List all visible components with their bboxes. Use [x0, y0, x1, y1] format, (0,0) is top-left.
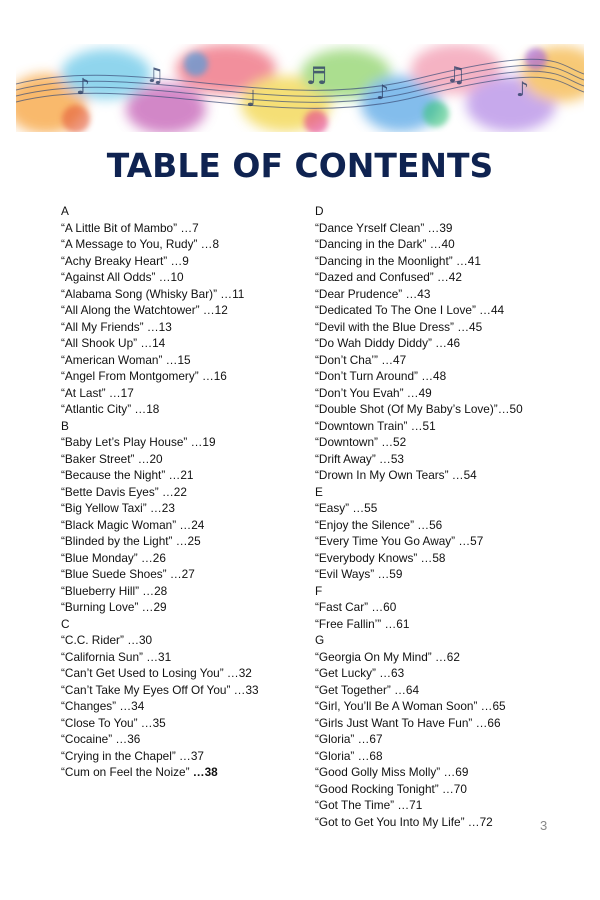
- toc-entry: “Double Shot (Of My Baby’s Love)”…50: [315, 402, 523, 416]
- toc-entry: “Changes” …34: [61, 699, 145, 713]
- toc-entry: “Dancing in the Dark” …40: [315, 237, 455, 251]
- section-letter: C: [61, 616, 70, 631]
- toc-entry: “Burning Love” …29: [61, 600, 167, 614]
- toc-entry: “Dance Yrself Clean” …39: [315, 220, 453, 235]
- toc-entry: “Good Golly Miss Molly” …69: [315, 765, 469, 779]
- toc-entry: “Achy Breaky Heart” …9: [61, 253, 189, 268]
- toc-entry: “Girls Just Want To Have Fun” …66: [315, 715, 501, 730]
- svg-text:♬: ♬: [306, 62, 328, 90]
- toc-entry: “Got The Time” …71: [315, 798, 423, 812]
- toc-entry: “C.C. Rider” …30: [61, 633, 153, 647]
- svg-text:♪: ♪: [516, 77, 529, 101]
- toc-entry: “A Little Bit of Mambo” …7: [61, 220, 199, 235]
- toc-entry: “Baby Let’s Play House” …19: [61, 435, 216, 449]
- toc-entry: “Enjoy the Silence” …56: [315, 517, 443, 532]
- toc-entry: “Evil Ways” …59: [315, 567, 403, 581]
- toc-entry: “Atlantic City” …18: [61, 402, 160, 416]
- toc-entry: “Because the Night” …21: [61, 468, 194, 482]
- toc-entry: “Drown In My Own Tears” …54: [315, 468, 477, 482]
- svg-text:♫: ♫: [146, 63, 164, 87]
- toc-entry: “Cocaine” …36: [61, 732, 141, 746]
- toc-entry: “California Sun” …31: [61, 649, 172, 664]
- toc-entry: “Do Wah Diddy Diddy” …46: [315, 336, 461, 350]
- toc-entry: “Dazed and Confused” …42: [315, 270, 462, 284]
- toc-entry: “Drift Away” …53: [315, 451, 404, 466]
- toc-entry: “Free Fallin’” …61: [315, 616, 410, 631]
- toc-entry: [61, 764, 301, 781]
- toc-entry: “Every Time You Go Away” …57: [315, 534, 484, 548]
- svg-text:♪: ♪: [76, 75, 91, 100]
- toc-entry: “Dedicated To The One I Love” …44: [315, 303, 505, 317]
- toc-entry: “Blueberry Hill” …28: [61, 583, 168, 598]
- toc-entry: “American Woman” …15: [61, 352, 191, 367]
- toc-entry: “Can’t Get Used to Losing You” …32: [61, 666, 252, 680]
- toc-entry: “All Along the Watchtower” …12: [61, 303, 228, 317]
- toc-entry: “Bette Davis Eyes” …22: [61, 484, 187, 499]
- toc-entry: “Don’t You Evah” …49: [315, 385, 432, 400]
- page-title: TABLE OF CONTENTS: [106, 146, 494, 185]
- toc-entry: “Downtown” …52: [315, 435, 407, 449]
- section-letter: E: [315, 484, 323, 499]
- toc-entry-page: …38: [192, 765, 218, 779]
- toc-entry: “Against All Odds” …10: [61, 270, 184, 284]
- toc-entry-title: “Cum on Feel the Noize”: [61, 765, 193, 779]
- toc-entry: “Close To You” …35: [61, 715, 166, 730]
- toc-entry: “Crying in the Chapel” …37: [61, 748, 204, 763]
- svg-text:♪: ♪: [376, 80, 389, 104]
- toc-entry: “Angel From Montgomery” …16: [61, 369, 227, 383]
- toc-entry: “All My Friends” …13: [61, 319, 172, 334]
- section-letter: B: [61, 418, 69, 433]
- toc-entry: “Gloria” …68: [315, 748, 383, 763]
- toc-entry: “Devil with the Blue Dress” …45: [315, 319, 483, 334]
- toc-entry: “Don’t Turn Around” …48: [315, 369, 447, 383]
- toc-entry: “Blue Suede Shoes” …27: [61, 567, 195, 581]
- toc-entry: “Got to Get You Into My Life” …72: [315, 814, 493, 829]
- toc-entry: “All Shook Up” …14: [61, 336, 166, 350]
- page-number: 3: [540, 818, 548, 833]
- toc-entry: “Dear Prudence” …43: [315, 286, 431, 301]
- toc-entry: “At Last” …17: [61, 385, 134, 400]
- toc-entry: “Can’t Take My Eyes Off Of You” …33: [61, 682, 259, 697]
- section-letter: G: [315, 633, 325, 647]
- toc-entry: “Good Rocking Tonight” …70: [315, 781, 467, 796]
- svg-text:♫: ♫: [446, 63, 466, 88]
- toc-entry: “Get Lucky” …63: [315, 666, 405, 680]
- toc-entry: “Blinded by the Light” …25: [61, 534, 201, 548]
- section-letter: F: [315, 583, 323, 598]
- toc-entry: “Everybody Knows” …58: [315, 550, 446, 565]
- toc-entry: “Downtown Train” …51: [315, 418, 436, 433]
- toc-entry: “Fast Car” …60: [315, 600, 397, 614]
- section-letter: A: [61, 204, 69, 218]
- toc-entry: “Alabama Song (Whisky Bar)” …11: [61, 286, 245, 301]
- toc-entry: “Don’t Cha’” …47: [315, 352, 407, 367]
- toc-entry: “Blue Monday” …26: [61, 550, 166, 565]
- toc-entry: “Girl, You’ll Be A Woman Soon” …65: [315, 699, 506, 713]
- toc-entry: “Gloria” …67: [315, 732, 383, 746]
- toc-entry: “Get Together” …64: [315, 682, 420, 697]
- toc-entry: “Dancing in the Moonlight” …41: [315, 253, 481, 268]
- svg-text:♩: ♩: [246, 87, 257, 112]
- toc-left-column: [61, 203, 301, 781]
- watercolor-music-banner: [16, 44, 584, 132]
- toc-entry: “Black Magic Woman” …24: [61, 517, 205, 532]
- toc-entry: “Baker Street” …20: [61, 451, 163, 466]
- toc-entry: “Big Yellow Taxi” …23: [61, 501, 175, 515]
- toc-entry: “A Message to You, Rudy” …8: [61, 237, 220, 251]
- section-letter: D: [315, 204, 324, 218]
- toc-entry: “Georgia On My Mind” …62: [315, 649, 460, 664]
- music-notes-icon: [16, 44, 584, 132]
- toc-right-column: [315, 203, 570, 830]
- toc-entry: “Easy” …55: [315, 501, 378, 515]
